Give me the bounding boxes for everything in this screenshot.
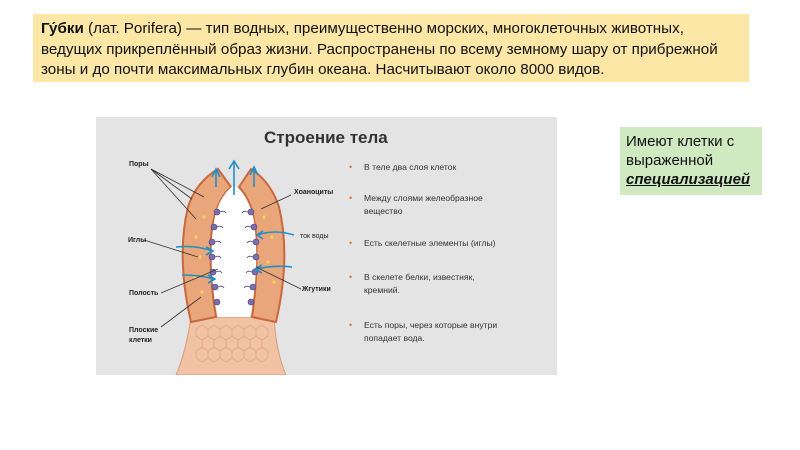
bullet-text-line2: вещество bbox=[364, 205, 403, 216]
label-pores: Поры bbox=[129, 161, 149, 168]
bullet-text-line1: Между слоями желеобразное bbox=[364, 193, 483, 203]
label-flat-cells-line2: клетки bbox=[129, 337, 152, 344]
bullet-dot: • bbox=[349, 162, 353, 172]
bullet-item bbox=[349, 192, 549, 217]
bullet-item bbox=[349, 319, 549, 344]
bullet-text-line1: В скелете белки, известняк, bbox=[364, 272, 475, 282]
label-spicules: Иглы bbox=[128, 237, 147, 244]
bullet-text-line1: Есть поры, через которые внутри bbox=[364, 320, 498, 330]
bullet-item bbox=[349, 161, 549, 174]
sponge-structure-slide bbox=[96, 117, 557, 375]
label-flagella: Жгутики bbox=[302, 286, 331, 293]
bullet-text-line1: В теле два слоя клеток bbox=[364, 162, 457, 172]
bullet-dot: • bbox=[349, 238, 353, 248]
label-flat-cells-line1: Плоские bbox=[129, 327, 159, 334]
intro-term: Гу́бки bbox=[41, 20, 84, 37]
note-emphasis: специализацией bbox=[626, 171, 751, 188]
bullet-dot: • bbox=[349, 272, 353, 282]
note-text: Имеют клетки с выраженной bbox=[626, 133, 735, 169]
sponge-body-base bbox=[176, 317, 286, 375]
label-choanocytes: Хоаноциты bbox=[294, 189, 334, 196]
label-water-flow: ток воды bbox=[300, 233, 329, 240]
label-cavity: Полость bbox=[129, 290, 159, 297]
bullet-text-line2: кремний. bbox=[364, 284, 400, 295]
bullet-item bbox=[349, 271, 549, 296]
intro-definition: (лат. Porifera) — тип водных, преимущественно морских, многоклеточных животных, ведущих прикреплённый образ жизни. Распространены по всему земному шару от прибрежной зоны и до почти максимальных глубин океана. Насчитывают около 8000 видов. bbox=[41, 20, 718, 78]
specialization-note bbox=[620, 127, 762, 195]
bullet-dot: • bbox=[349, 320, 353, 330]
slide-title: Строение тела bbox=[264, 128, 388, 147]
bullet-item bbox=[349, 237, 549, 250]
bullet-text-line1: Есть скелетные элементы (иглы) bbox=[364, 238, 496, 248]
bullet-text-line2: попадает вода. bbox=[364, 332, 425, 343]
intro-text-box bbox=[33, 14, 749, 82]
bullet-dot: • bbox=[349, 193, 353, 203]
